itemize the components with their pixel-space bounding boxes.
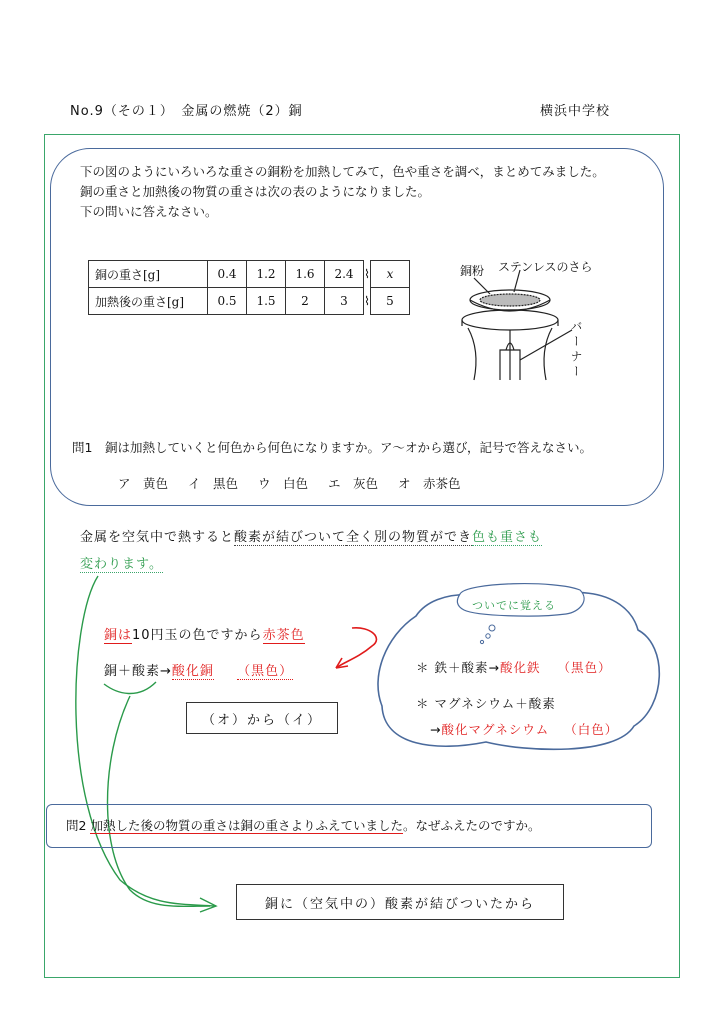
table-row [89,261,410,288]
table-cell: 1.2 [247,261,286,288]
answer-choices [118,474,475,492]
explanation-part: 金属を空気中で熱すると [80,530,235,545]
question-2-underlined: 加熱した後の物質の重さは銅の重さよりふえていました [90,818,403,833]
data-table [88,260,410,315]
table-cell: 0.5 [208,288,247,315]
table-cell: 1.5 [247,288,286,315]
memo-text: → [430,722,442,737]
page-title: No.9（その１） 金属の燃焼（2）銅 [70,104,303,119]
memo-tag: ついでに覚える [472,599,556,612]
intro-line: 下の図のようにいろいろな重さの銅粉を加熱してみて，色や重さを調べ，まとめてみました。 [80,164,605,179]
question-2-rest: 。なぜふえたのですか。 [402,818,541,833]
label-burner: バーナー [569,320,583,380]
memo-color: （黒色） [557,660,612,675]
answer-1-box: （オ）から（イ） [186,702,338,734]
reaction-color: （黒色） [237,664,294,679]
reaction-reactants: 銅＋酸素→ [104,664,172,679]
red-arrow [300,620,390,680]
school-name: 横浜中学校 [540,104,611,119]
choice-item: エ 灰色 [328,476,379,491]
question-1: 問1 銅は加熱していくと何色から何色になりますか。ア～オから選び，記号で答えなさい。 [72,440,592,455]
table-row [89,288,410,315]
table-cell: 加熱後の重さ[g] [89,288,208,315]
table-cell: 1.6 [286,261,325,288]
table-cell: 5 [371,288,410,315]
memo-product: 酸化マグネシウム [441,722,550,737]
memo-product: 酸化鉄 [499,660,541,675]
explanation-part: 変わります。 [80,557,163,572]
reaction-product: 酸化銅 [171,664,214,679]
choice-item: イ 黒色 [188,476,239,491]
table-break: ⌇ [364,288,371,315]
table-cell: 2.4 [325,261,364,288]
explanation-part: 酸素が結びついて [234,530,347,545]
memo-line: ＊ マグネシウム＋酸素 [416,696,556,711]
memo-text: ＊ 鉄＋酸素→ [416,660,500,675]
memo-line [430,720,618,738]
note-color: 赤茶色 [262,628,305,643]
intro-line: 下の問いに答えなさい。 [80,204,218,219]
answer-2-box: 銅に（空気中の）酸素が結びついたから [236,884,564,920]
label-copper-powder: 銅粉 [460,264,485,278]
choice-item: ア 黄色 [118,476,169,491]
intro-text [80,162,605,222]
green-guide-lines [60,560,260,920]
question-2-label: 問2 [66,818,87,833]
note-prefix: 銅は [104,628,133,643]
table-cell: x [371,261,410,288]
memo-color: （白色） [564,722,619,737]
explanation-part: 全く別の物質ができ [346,530,473,545]
table-cell: 銅の重さ[g] [89,261,208,288]
table-cell: 0.4 [208,261,247,288]
question-2 [66,816,540,834]
intro-line: 銅の重さと加熱後の物質の重さは次の表のようになりました。 [80,184,431,199]
explanation-part: 色も重さも [472,530,543,545]
choice-item: オ 赤茶色 [398,476,461,491]
table-break: ⌇ [364,261,371,288]
note-middle: 10円玉の色ですから [132,628,263,643]
choice-item: ウ 白色 [258,476,309,491]
memo-line [416,658,611,676]
table-cell: 2 [286,288,325,315]
label-stainless-dish: ステンレスのさら [498,260,593,274]
table-cell: 3 [325,288,364,315]
